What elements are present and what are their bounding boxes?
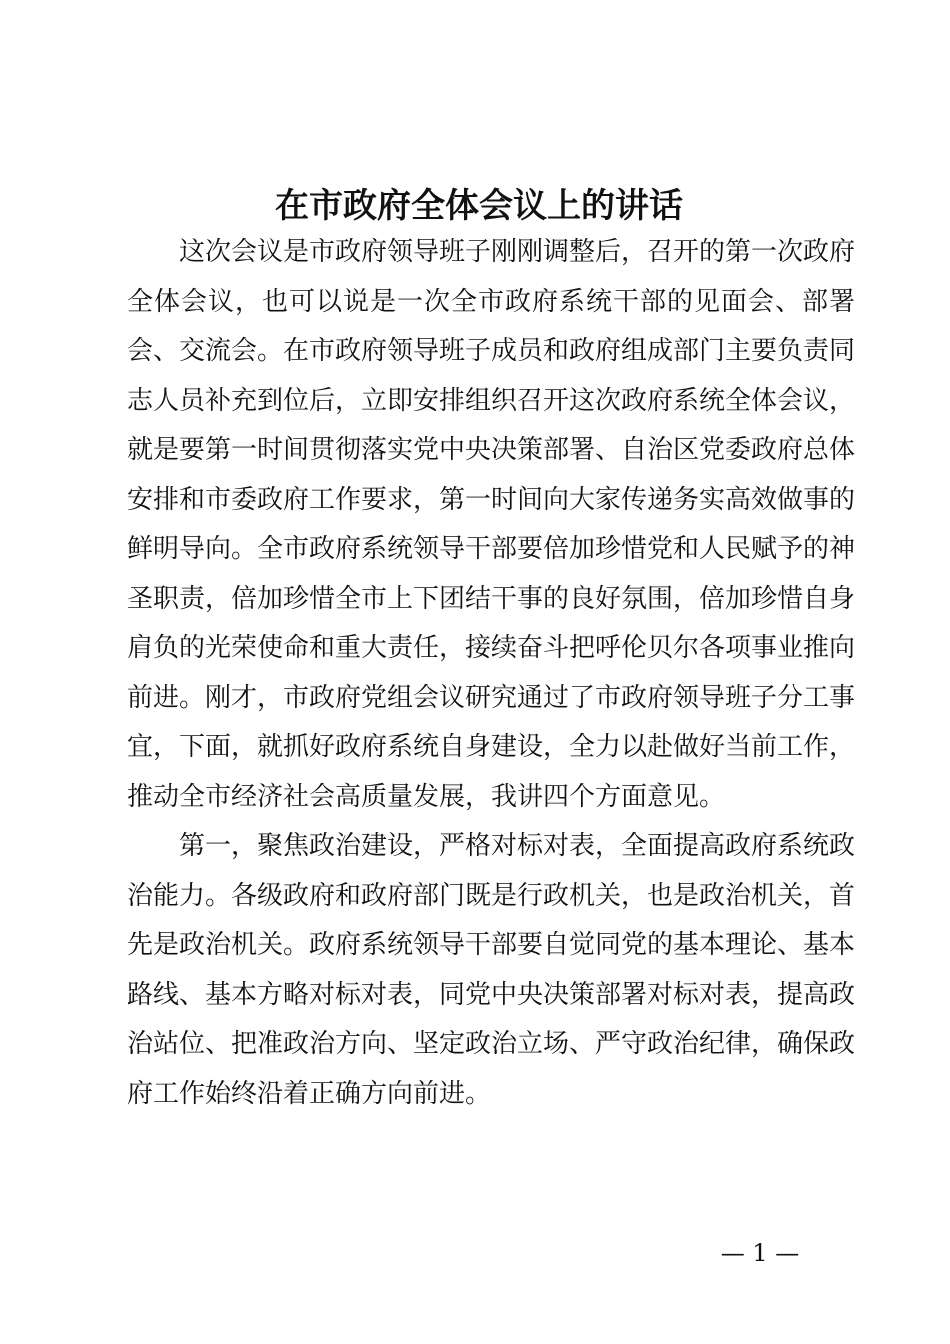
document-title: 在市政府全体会议上的讲话: [275, 186, 683, 226]
document-body: [127, 228, 855, 1119]
paragraph-first-point: 第一，聚焦政治建设，严格对标对表，全面提高政府系统政治能力。各级政府和政府部门既是行政机关，也是政治机关，首先是政治机关。政府系统领导干部要自觉同党的基本理论、基本路线、基本方略对标对表，同党中央决策部署对标对表，提高政治站位、把准政治方向、坚定政治立场、严守政治纪律，确保政府工作始终沿着正确方向前进。: [127, 831, 856, 1109]
page-number: — 1 —: [720, 1239, 800, 1267]
paragraph-intro: 这次会议是市政府领导班子刚刚调整后，召开的第一次政府全体会议，也可以说是一次全市政府系统干部的见面会、部署会、交流会。在市政府领导班子成员和政府组成部门主要负责同志人员补充到位后，立即安排组织召开这次政府系统全体会议，就是要第一时间贯彻落实党中央决策部署、自治区党委政府总体安排和市委政府工作要求，第一时间向大家传递务实高效做事的鲜明导向。全市政府系统领导干部要倍加珍惜党和人民赋予的神圣职责，倍加珍惜全市上下团结干事的良好氛围，倍加珍惜自身肩负的光荣使命和重大责任，接续奋斗把呼伦贝尔各项事业推向前进。刚才，市政府党组会议研究通过了市政府领导班子分工事宜，下面，就抓好政府系统自身建设，全力以赴做好当前工作，推动全市经济社会高质量发展，我讲四个方面意见。: [127, 237, 856, 812]
